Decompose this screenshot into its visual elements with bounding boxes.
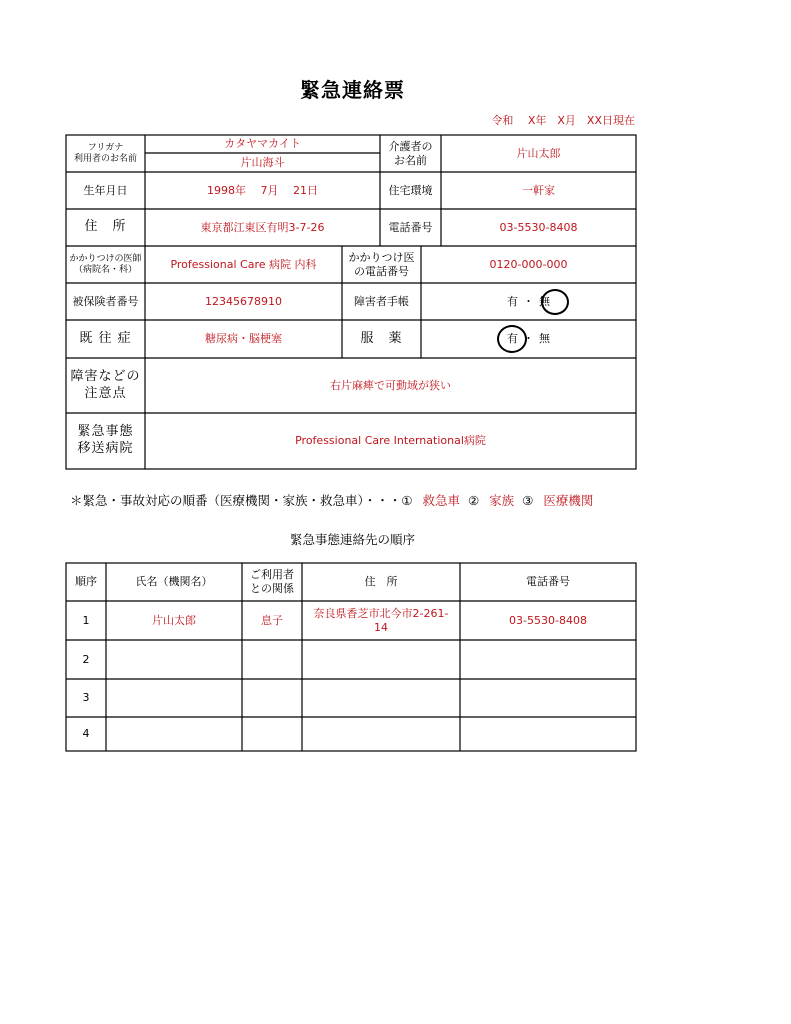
row-name xyxy=(106,679,242,717)
housing-label: 住宅環境 xyxy=(388,183,433,197)
caution-label-1: 障害などの xyxy=(70,368,141,384)
header-relation xyxy=(242,563,302,601)
row-relation xyxy=(242,717,302,751)
date-line: 令和 X年 X月 XX日現在 xyxy=(491,114,635,127)
row-address xyxy=(302,679,460,717)
row-order: 2 xyxy=(82,652,90,666)
row-phone: 03-5530-8408 xyxy=(509,613,587,627)
doctor-phone-label-2: の電話番号 xyxy=(354,264,409,278)
disability-selected-circle xyxy=(541,289,569,315)
doctor-value: Professional Care 病院 内科 xyxy=(170,257,317,271)
order-n3: ③ xyxy=(522,493,534,508)
medication-no: 無 xyxy=(539,332,550,346)
furigana-value: カタヤマカイト xyxy=(224,137,301,151)
row-address xyxy=(302,601,460,640)
row-order: 3 xyxy=(82,691,90,705)
caregiver-label-2: お名前 xyxy=(394,153,427,167)
name-label-cell xyxy=(66,135,145,172)
doctor-phone-value: 0120-000-000 xyxy=(489,257,568,271)
row-phone xyxy=(460,679,636,717)
medication-choice xyxy=(421,320,636,358)
header-relation-2: との関係 xyxy=(250,582,294,595)
medication-label: 服 薬 xyxy=(360,330,403,346)
header-relation-1: ご利用者 xyxy=(250,568,294,582)
phone-label: 電話番号 xyxy=(388,220,433,234)
response-order-note xyxy=(70,491,593,509)
hospital-label-2: 移送病院 xyxy=(77,441,134,456)
phone-value: 03-5530-8408 xyxy=(499,220,578,234)
hospital-value: Professional Care International病院 xyxy=(295,434,486,448)
header-order: 順序 xyxy=(75,575,97,589)
header-name: 氏名（機関名） xyxy=(135,575,213,589)
row-relation xyxy=(242,679,302,717)
doctor-label-1: かかりつけの医師 xyxy=(69,253,142,264)
row-address-line-1: 奈良県香芝市北今市2-261- xyxy=(313,606,449,620)
doctor-label-cell xyxy=(66,246,145,283)
row-phone xyxy=(460,717,636,751)
user-name-value: 片山海斗 xyxy=(240,155,285,169)
medication-selected-circle xyxy=(497,325,527,353)
birth-value: 1998年 7月 21日 xyxy=(207,183,318,197)
row-phone xyxy=(460,640,636,679)
header-phone: 電話番号 xyxy=(526,575,570,589)
row-relation: 息子 xyxy=(261,613,283,627)
address-value: 東京都江東区有明3-7-26 xyxy=(200,220,325,234)
order-note-prefix: ＊緊急・事故対応の順番（医療機関・家族・救急車）・・・① xyxy=(70,493,413,508)
row-order: 1 xyxy=(82,613,90,627)
caution-label-cell xyxy=(66,358,145,413)
history-value: 糖尿病・脳梗塞 xyxy=(205,332,282,346)
hospital-label-cell xyxy=(66,413,145,469)
hospital-label-1: 緊急事態 xyxy=(77,424,134,440)
medication-sep: ・ xyxy=(523,332,534,346)
caregiver-label-cell xyxy=(380,135,441,172)
row-relation xyxy=(242,640,302,679)
order-first: 救急車 xyxy=(422,493,460,508)
order-second: 家族 xyxy=(489,493,515,508)
caution-label-2: 注意点 xyxy=(84,385,127,401)
order-third: 医療機関 xyxy=(543,493,594,508)
insurance-value: 12345678910 xyxy=(205,294,282,308)
header-address: 住 所 xyxy=(364,575,398,589)
disability-choice xyxy=(421,283,636,320)
furigana-label: フリガナ xyxy=(87,142,124,153)
row-order: 4 xyxy=(82,727,90,741)
row-name: 片山太郎 xyxy=(152,613,196,627)
disability-yes: 有 xyxy=(507,294,518,308)
address-label: 住 所 xyxy=(84,219,127,235)
disability-no: 無 xyxy=(539,294,550,308)
row-address-line-2: 14 xyxy=(374,620,388,634)
order-n2: ② xyxy=(467,493,480,508)
disability-sep: ・ xyxy=(523,294,534,308)
row-address xyxy=(302,717,460,751)
caregiver-label-1: 介護者の xyxy=(388,139,433,153)
birth-label: 生年月日 xyxy=(83,183,128,197)
form-title: 緊急連絡票 xyxy=(300,78,405,102)
row-address xyxy=(302,640,460,679)
doctor-phone-label-1: かかりつけ医 xyxy=(348,250,415,264)
user-name-label: 利用者のお名前 xyxy=(73,153,137,164)
medication-yes: 有 xyxy=(507,332,518,346)
history-label: 既 往 症 xyxy=(79,330,132,346)
contacts-title: 緊急事態連絡先の順序 xyxy=(289,532,415,547)
housing-value: 一軒家 xyxy=(522,183,555,197)
doctor-label-2: （病院名・科） xyxy=(73,264,137,275)
caregiver-value: 片山太郎 xyxy=(516,146,561,160)
row-name xyxy=(106,640,242,679)
disability-label: 障害者手帳 xyxy=(354,294,409,308)
caution-value: 右片麻痺で可動域が狭い xyxy=(330,378,451,392)
insurance-label: 被保険者番号 xyxy=(72,294,139,308)
doctor-phone-label-cell xyxy=(342,246,421,283)
row-name xyxy=(106,717,242,751)
